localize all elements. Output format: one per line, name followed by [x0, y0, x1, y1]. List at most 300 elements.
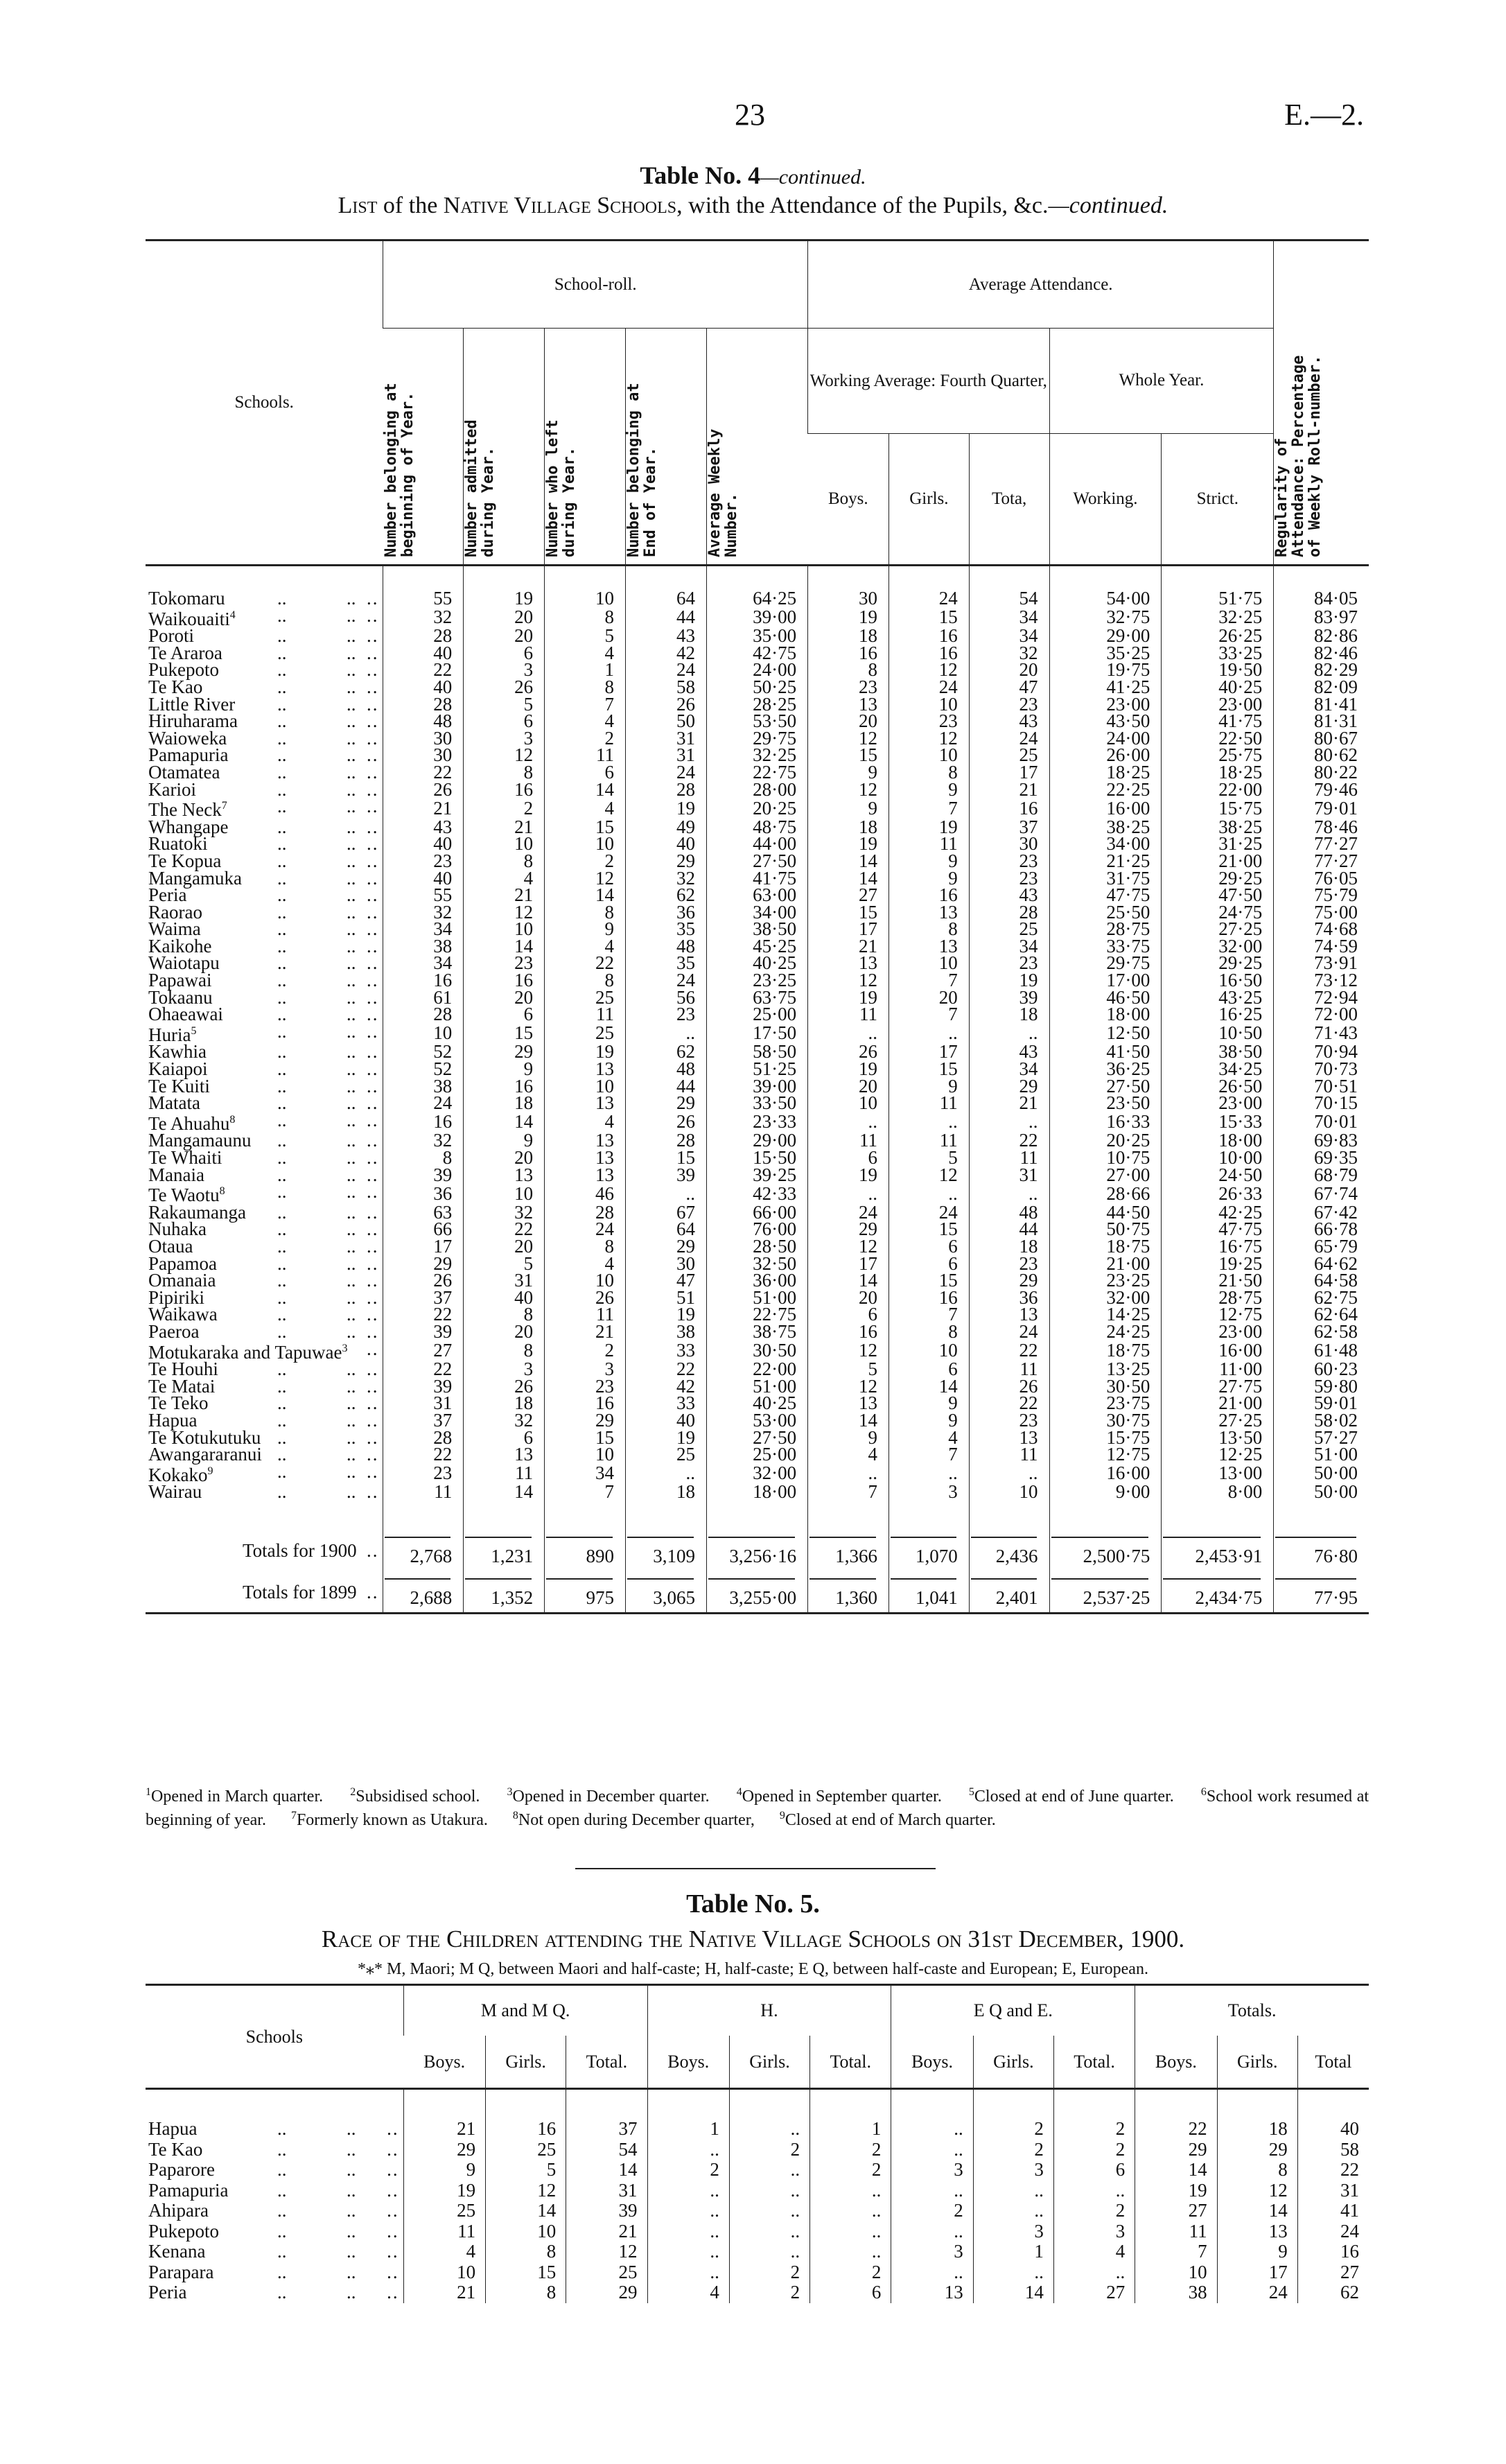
cell-beg: 11: [383, 1483, 464, 1501]
cell-boys: 14: [808, 870, 889, 887]
cell-value: 25: [486, 2140, 566, 2160]
cell-strict: 26·25: [1162, 627, 1274, 645]
cell-total: 10: [969, 1483, 1049, 1501]
cell-value: 38: [1135, 2282, 1217, 2303]
cell-beg: 40: [383, 645, 464, 662]
cell-weekly: 63·00: [706, 886, 807, 904]
table-row: [146, 1446, 1369, 1463]
cell-total: 23: [969, 1255, 1049, 1273]
cell-value: 22: [1135, 2089, 1217, 2140]
cell-beg: 30: [383, 746, 464, 764]
cell-working: 30·50: [1049, 1378, 1162, 1395]
cell-total: 22: [969, 1395, 1049, 1412]
cell-working: 29·00: [1049, 627, 1162, 645]
header-girls: Girls.: [729, 2036, 809, 2089]
cell-beg: 48: [383, 713, 464, 730]
cell-value: ..: [973, 2201, 1053, 2221]
cell-left: 4: [545, 798, 626, 819]
total-total: 2,436: [969, 1528, 1049, 1571]
cell-girls: 13: [888, 904, 969, 921]
cell-girls: 10: [888, 696, 969, 713]
cell-weekly: 42·33: [706, 1183, 807, 1204]
cell-strict: 34·25: [1162, 1060, 1274, 1078]
cell-reg: 59·80: [1274, 1378, 1369, 1395]
table-row: [146, 2282, 1369, 2303]
school-name: Te Ahuahu$^8$ .. .. ..: [148, 1109, 379, 1134]
cell-value: 2: [1053, 2089, 1135, 2140]
total-working: 2,500·75: [1049, 1528, 1162, 1571]
total-weekly: 3,255·00: [706, 1570, 807, 1613]
cell-reg: 67·74: [1274, 1183, 1369, 1204]
school-name: Matata .. .. ..: [148, 1092, 379, 1114]
cell-value: ..: [729, 2221, 809, 2242]
cell-strict: 33·25: [1162, 645, 1274, 662]
cell-working: 12·75: [1049, 1446, 1162, 1463]
cell-girls: 16: [888, 645, 969, 662]
cell-beg: 39: [383, 1167, 464, 1184]
cell-strict: 38·50: [1162, 1043, 1274, 1060]
cell-weekly: 51·00: [706, 1289, 807, 1307]
cell-total: 47: [969, 679, 1049, 696]
cell-value: 12: [1217, 2181, 1297, 2201]
cell-total: 34: [969, 1060, 1049, 1078]
cell-weekly: 23·25: [706, 972, 807, 989]
cell-value: 2: [1053, 2201, 1135, 2221]
header-girls: Girls.: [888, 433, 969, 566]
cell-strict: 13·50: [1162, 1429, 1274, 1447]
cell-strict: 23·00: [1162, 1323, 1274, 1340]
cell-value: 2: [729, 2140, 809, 2160]
cell-total: 32: [969, 645, 1049, 662]
cell-value: 22: [1297, 2160, 1369, 2181]
cell-weekly: 25·00: [706, 1446, 807, 1463]
school-name: Ahipara .. .. ..: [148, 2200, 399, 2221]
cell-strict: 19·50: [1162, 661, 1274, 679]
cell-boys: 12: [808, 1340, 889, 1361]
school-name: Pamapuria .. .. ..: [148, 2179, 399, 2201]
cell-left: 16: [545, 1395, 626, 1412]
cell-value: ..: [729, 2181, 809, 2201]
cell-beg: 22: [383, 661, 464, 679]
cell-total: 25: [969, 920, 1049, 938]
cell-working: 43·50: [1049, 713, 1162, 730]
school-name: Nuhaka .. .. ..: [148, 1218, 379, 1240]
cell-value: 2: [647, 2160, 729, 2181]
school-name: Pukepoto .. .. ..: [148, 659, 379, 681]
school-name: Raorao .. .. ..: [148, 901, 379, 923]
cell-boys: 17: [808, 920, 889, 938]
school-name: Tokaanu .. .. ..: [148, 986, 379, 1008]
total-strict: 2,434·75: [1162, 1570, 1274, 1613]
cell-value: ..: [729, 2201, 809, 2221]
cell-total: 20: [969, 661, 1049, 679]
cell-end: 44: [626, 607, 707, 628]
cell-adm: 32: [464, 1204, 545, 1221]
table-row: [146, 2221, 1369, 2242]
cell-adm: 9: [464, 1060, 545, 1078]
table-row: [146, 1094, 1369, 1112]
cell-strict: 32·25: [1162, 607, 1274, 628]
cell-beg: 31: [383, 1395, 464, 1412]
header-schools: Schools: [245, 2026, 303, 2047]
cell-working: 18·00: [1049, 1006, 1162, 1023]
cell-value: 2: [973, 2140, 1053, 2160]
table4-footnotes: [146, 1783, 1369, 1830]
school-name: Hapua .. .. ..: [148, 1409, 379, 1431]
cell-beg: 34: [383, 954, 464, 972]
cell-value: ..: [647, 2242, 729, 2262]
cell-weekly: 40·25: [706, 1395, 807, 1412]
cell-boys: 12: [808, 1238, 889, 1255]
cell-value: 21: [403, 2089, 485, 2140]
cell-left: 15: [545, 1429, 626, 1447]
cell-girls: 11: [888, 835, 969, 853]
cell-boys: 15: [808, 904, 889, 921]
header-admitted-text: Number admitted during Year.: [463, 419, 498, 557]
header-strict: Strict.: [1162, 433, 1274, 566]
cell-beg: 52: [383, 1043, 464, 1060]
cell-left: 13: [545, 1132, 626, 1149]
cell-boys: 30: [808, 566, 889, 607]
cell-weekly: 66·00: [706, 1204, 807, 1221]
table-row: [146, 1167, 1369, 1184]
cell-reg: 82·86: [1274, 627, 1369, 645]
cell-value: 19: [403, 2181, 485, 2201]
cell-value: 18: [1217, 2089, 1297, 2140]
school-name: Mangamaunu .. .. ..: [148, 1130, 379, 1151]
cell-boys: ..: [808, 1023, 889, 1044]
cell-total: 18: [969, 1006, 1049, 1023]
cell-boys: 9: [808, 764, 889, 781]
cell-adm: 8: [464, 764, 545, 781]
cell-end: 29: [626, 1238, 707, 1255]
cell-total: ..: [969, 1023, 1049, 1044]
cell-adm: 20: [464, 1149, 545, 1167]
cell-strict: 22·00: [1162, 781, 1274, 798]
subtitle-part: of the: [377, 193, 444, 218]
cell-adm: 19: [464, 566, 545, 607]
cell-adm: 6: [464, 1429, 545, 1447]
cell-adm: 3: [464, 661, 545, 679]
cell-end: 35: [626, 920, 707, 938]
cell-working: 16·00: [1049, 1463, 1162, 1484]
cell-adm: 8: [464, 853, 545, 870]
cell-left: 26: [545, 1289, 626, 1307]
cell-value: 6: [1053, 2160, 1135, 2181]
cell-boys: 15: [808, 746, 889, 764]
cell-value: ..: [891, 2089, 973, 2140]
cell-beg: 8: [383, 1149, 464, 1167]
cell-reg: 69·35: [1274, 1149, 1369, 1167]
table-row: [146, 764, 1369, 781]
cell-total: 37: [969, 819, 1049, 836]
cell-reg: 61·48: [1274, 1340, 1369, 1361]
cell-adm: 31: [464, 1272, 545, 1289]
footnote: $^8$Not open during December quarter,: [512, 1810, 755, 1829]
school-name: Poroti .. .. ..: [148, 625, 379, 647]
cell-value: ..: [891, 2181, 973, 2201]
cell-girls: 24: [888, 566, 969, 607]
cell-left: 11: [545, 746, 626, 764]
cell-girls: 16: [888, 1289, 969, 1307]
cell-end: 51: [626, 1289, 707, 1307]
cell-boys: 26: [808, 1043, 889, 1060]
cell-left: 9: [545, 920, 626, 938]
cell-total: 22: [969, 1340, 1049, 1361]
cell-total: 13: [969, 1306, 1049, 1323]
cell-reg: 79·46: [1274, 781, 1369, 798]
cell-boys: 14: [808, 1272, 889, 1289]
school-name: Kawhia .. .. ..: [148, 1041, 379, 1063]
total-left: 975: [545, 1570, 626, 1613]
header-total: Total.: [566, 2036, 647, 2089]
cell-reg: 70·51: [1274, 1078, 1369, 1095]
cell-beg: 29: [383, 1255, 464, 1273]
cell-adm: 4: [464, 870, 545, 887]
total-beg: 2,688: [383, 1570, 464, 1613]
cell-strict: 31·25: [1162, 835, 1274, 853]
cell-left: 7: [545, 696, 626, 713]
school-name: Otamatea .. .. ..: [148, 761, 379, 783]
cell-left: 2: [545, 730, 626, 747]
cell-value: 4: [1053, 2242, 1135, 2262]
cell-strict: 38·25: [1162, 819, 1274, 836]
school-name: Hapua .. .. ..: [148, 2118, 399, 2139]
cell-end: 58: [626, 679, 707, 696]
total-girls: 1,041: [888, 1570, 969, 1613]
cell-reg: 80·67: [1274, 730, 1369, 747]
cell-value: 7: [1135, 2242, 1217, 2262]
footnote: $^4$Opened in September quarter.: [736, 1786, 942, 1806]
cell-reg: 80·22: [1274, 764, 1369, 781]
school-name: Peria .. .. ..: [148, 884, 379, 906]
cell-total: 23: [969, 853, 1049, 870]
cell-left: 25: [545, 1023, 626, 1044]
cell-working: 14·25: [1049, 1306, 1162, 1323]
cell-adm: 2: [464, 798, 545, 819]
table5-header: [146, 1985, 1369, 2089]
cell-value: ..: [729, 2160, 809, 2181]
cell-girls: 8: [888, 764, 969, 781]
cell-value: 15: [486, 2262, 566, 2283]
cell-reg: 59·01: [1274, 1395, 1369, 1412]
subtitle-part: Pupils: [943, 193, 1002, 218]
cell-girls: 10: [888, 1340, 969, 1361]
cell-reg: 83·97: [1274, 607, 1369, 628]
cell-total: 18: [969, 1238, 1049, 1255]
cell-boys: 5: [808, 1361, 889, 1378]
cell-girls: 9: [888, 1078, 969, 1095]
cell-adm: 14: [464, 1483, 545, 1501]
cell-boys: 6: [808, 1149, 889, 1167]
cell-girls: 15: [888, 1060, 969, 1078]
cell-end: 64: [626, 1221, 707, 1238]
cell-beg: 16: [383, 972, 464, 989]
cell-strict: 42·25: [1162, 1204, 1274, 1221]
cell-weekly: 24·00: [706, 661, 807, 679]
total-strict: 2,453·91: [1162, 1528, 1274, 1571]
cell-beg: 22: [383, 764, 464, 781]
cell-end: 42: [626, 645, 707, 662]
header-group: H.: [647, 1985, 891, 2036]
cell-working: 29·75: [1049, 954, 1162, 972]
cell-boys: 12: [808, 781, 889, 798]
table-row: [146, 972, 1369, 989]
school-name: Waiotapu .. .. ..: [148, 952, 379, 974]
header-end: [626, 329, 707, 566]
cell-reg: 58·02: [1274, 1412, 1369, 1429]
cell-end: 19: [626, 798, 707, 819]
cell-adm: 18: [464, 1395, 545, 1412]
cell-weekly: 32·25: [706, 746, 807, 764]
cell-end: 48: [626, 938, 707, 955]
cell-girls: 16: [888, 886, 969, 904]
cell-working: 33·75: [1049, 938, 1162, 955]
cell-left: 21: [545, 1323, 626, 1340]
cell-working: 18·75: [1049, 1238, 1162, 1255]
school-name: Huria$^5$ .. .. ..: [148, 1020, 379, 1045]
table-row: [146, 566, 1369, 607]
cell-boys: 16: [808, 645, 889, 662]
cell-left: 4: [545, 938, 626, 955]
cell-adm: 26: [464, 679, 545, 696]
cell-end: 42: [626, 1378, 707, 1395]
cell-beg: 28: [383, 1006, 464, 1023]
cell-weekly: 38·50: [706, 920, 807, 938]
cell-reg: 76·05: [1274, 870, 1369, 887]
cell-beg: 10: [383, 1023, 464, 1044]
cell-beg: 22: [383, 1361, 464, 1378]
cell-working: 23·75: [1049, 1395, 1162, 1412]
cell-reg: 60·23: [1274, 1361, 1369, 1378]
school-name: Kokako$^9$ .. .. ..: [148, 1460, 379, 1485]
cell-adm: 3: [464, 730, 545, 747]
cell-weekly: 58·50: [706, 1043, 807, 1060]
cell-end: 33: [626, 1395, 707, 1412]
cell-girls: 6: [888, 1238, 969, 1255]
cell-working: 24·25: [1049, 1323, 1162, 1340]
cell-end: 24: [626, 661, 707, 679]
table4-title-text: Table No. 4: [640, 161, 761, 189]
cell-adm: 16: [464, 972, 545, 989]
total-end: 3,109: [626, 1528, 707, 1571]
cell-strict: 47·75: [1162, 1221, 1274, 1238]
cell-value: 13: [1217, 2221, 1297, 2242]
cell-value: 2: [1053, 2140, 1135, 2160]
header-total: Total.: [1053, 2036, 1135, 2089]
cell-working: 19·75: [1049, 661, 1162, 679]
header-schools: Schools.: [234, 393, 294, 412]
cell-working: 18·25: [1049, 764, 1162, 781]
cell-beg: 17: [383, 1238, 464, 1255]
cell-beg: 34: [383, 920, 464, 938]
cell-boys: 17: [808, 1255, 889, 1273]
cell-girls: 10: [888, 954, 969, 972]
footnote: $^2$Subsidised school.: [350, 1786, 480, 1806]
cell-weekly: 63·75: [706, 989, 807, 1006]
cell-adm: 23: [464, 954, 545, 972]
school-name: Little River .. .. ..: [148, 693, 379, 715]
cell-boys: ..: [808, 1183, 889, 1204]
cell-value: 14: [1135, 2160, 1217, 2181]
cell-strict: 18·00: [1162, 1132, 1274, 1149]
cell-girls: 7: [888, 1446, 969, 1463]
cell-end: 44: [626, 1078, 707, 1095]
cell-girls: 3: [888, 1483, 969, 1501]
footnote: $^3$Opened in December quarter.: [507, 1786, 710, 1806]
cell-value: 1: [810, 2089, 891, 2140]
cell-left: 11: [545, 1306, 626, 1323]
header-beginning-text: Number belonging at beginning of Year.: [382, 383, 417, 557]
cell-reg: 57·27: [1274, 1429, 1369, 1447]
cell-value: 3: [1053, 2221, 1135, 2242]
cell-value: 9: [403, 2160, 485, 2181]
cell-reg: 62·75: [1274, 1289, 1369, 1307]
header-boys: Boys.: [423, 2051, 466, 2072]
subtitle-part: List: [338, 193, 378, 218]
footnote-marker: 3: [342, 1342, 348, 1354]
cell-girls: 11: [888, 1094, 969, 1112]
header-left-text: Number who left during Year.: [544, 419, 579, 557]
cell-end: 64: [626, 566, 707, 607]
cell-boys: 18: [808, 819, 889, 836]
cell-weekly: 51·25: [706, 1060, 807, 1078]
cell-beg: 63: [383, 1204, 464, 1221]
cell-weekly: 48·75: [706, 819, 807, 836]
cell-weekly: 36·00: [706, 1272, 807, 1289]
school-name: Parapara .. .. ..: [148, 2261, 399, 2282]
cell-value: 31: [1297, 2181, 1369, 2201]
document-reference: E.—2.: [1284, 98, 1364, 132]
cell-strict: 10·50: [1162, 1023, 1274, 1044]
school-name: Waikawa .. .. ..: [148, 1304, 379, 1325]
cell-weekly: 42·75: [706, 645, 807, 662]
cell-boys: 19: [808, 989, 889, 1006]
cell-boys: 19: [808, 1167, 889, 1184]
cell-weekly: 50·25: [706, 679, 807, 696]
cell-beg: 26: [383, 1272, 464, 1289]
cell-end: 30: [626, 1255, 707, 1273]
cell-girls: ..: [888, 1183, 969, 1204]
header-whole-year: Whole Year.: [1049, 329, 1274, 434]
table-row: [146, 1238, 1369, 1255]
cell-reg: 78·46: [1274, 819, 1369, 836]
cell-weekly: 22·00: [706, 1361, 807, 1378]
cell-beg: 32: [383, 1132, 464, 1149]
cell-value: 2: [891, 2201, 973, 2221]
cell-left: 6: [545, 764, 626, 781]
cell-weekly: 64·25: [706, 566, 807, 607]
cell-reg: 79·01: [1274, 798, 1369, 819]
cell-girls: 14: [888, 1378, 969, 1395]
school-name: Waima .. .. ..: [148, 918, 379, 940]
cell-working: 47·75: [1049, 886, 1162, 904]
cell-value: 3: [891, 2242, 973, 2262]
cell-value: 39: [566, 2201, 647, 2221]
cell-strict: 21·00: [1162, 853, 1274, 870]
cell-girls: 12: [888, 661, 969, 679]
cell-girls: ..: [888, 1112, 969, 1133]
school-name: Rakaumanga .. .. ..: [148, 1201, 379, 1223]
footnote: $^6$School work resumed at beginning of year.: [146, 1786, 1369, 1829]
cell-end: 50: [626, 713, 707, 730]
cell-beg: 16: [383, 1112, 464, 1133]
cell-strict: 10·00: [1162, 1149, 1274, 1167]
cell-working: 41·25: [1049, 679, 1162, 696]
cell-value: ..: [647, 2262, 729, 2283]
school-name: Otaua .. .. ..: [148, 1235, 379, 1257]
cell-adm: 20: [464, 1238, 545, 1255]
